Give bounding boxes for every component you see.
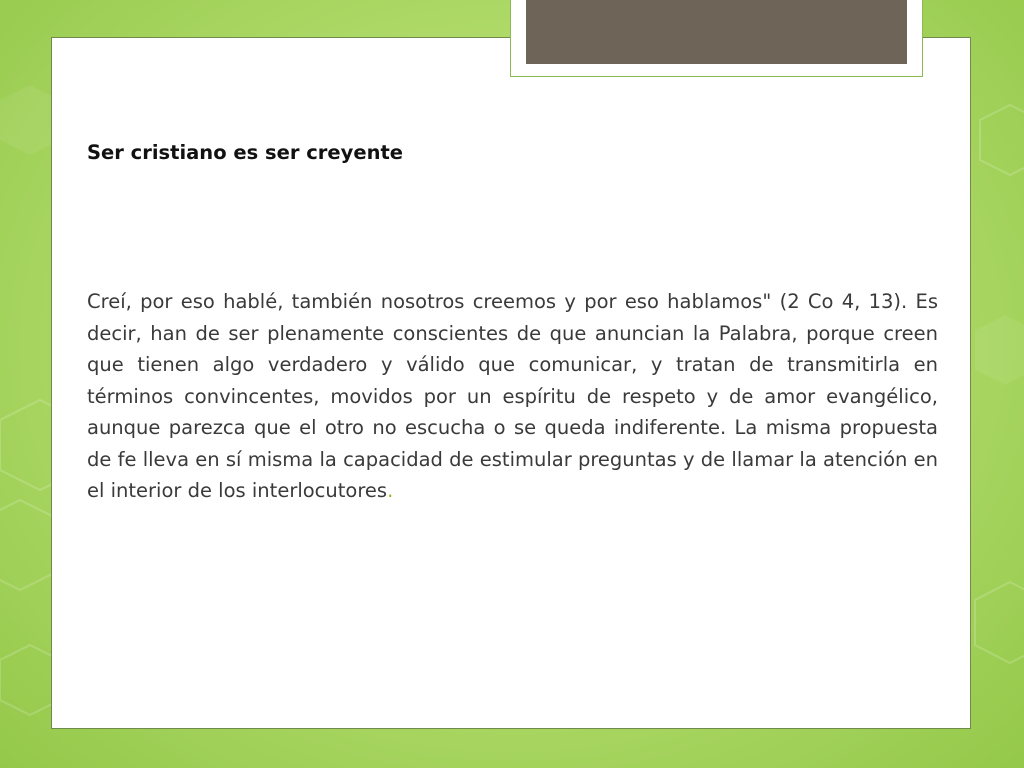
slide-body-paragraph: [87, 286, 938, 507]
title-tab-placeholder: [526, 0, 907, 64]
slide-heading-text: Ser cristiano es ser creyente: [87, 141, 403, 164]
title-tab-frame: [510, 0, 923, 77]
body-end-period: .: [387, 479, 394, 502]
body-text: Creí, por eso hablé, también nosotros creemos y por eso hablamos" (2 Co 4, 13). Es decir, han de ser plenamente conscientes de que anuncian la Palabra, porque creen que tienen algo verdadero y válido que comunicar, y tratan de transmitirla en términos convincentes, movidos por un espíritu de respeto y de amor evangélico, aunque parezca que el otro no escucha o se queda indiferente. La misma propuesta de fe lleva en sí misma la capacidad de estimular preguntas y de llamar la atención en el interior de los interlocutores: [87, 290, 938, 502]
slide-heading: [87, 141, 403, 164]
